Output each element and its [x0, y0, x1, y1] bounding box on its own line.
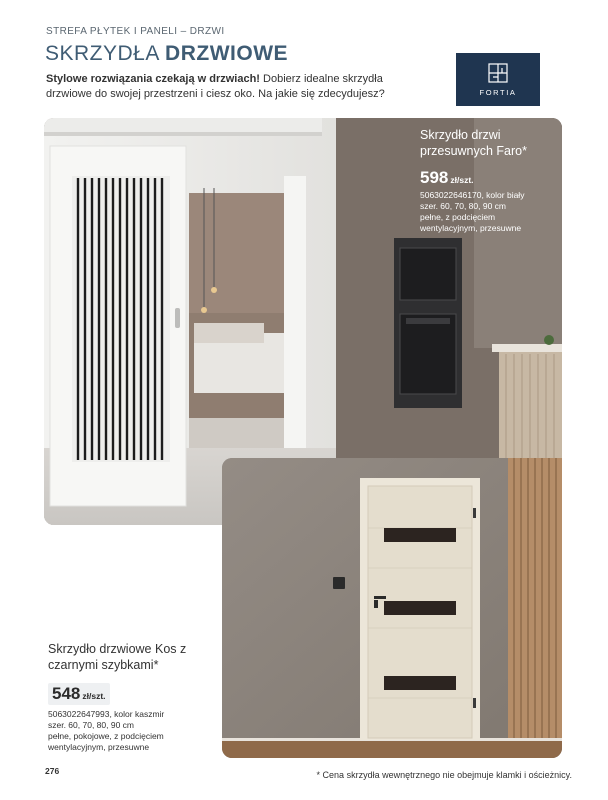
product-code: 5063022647993, kolor kaszmir	[48, 709, 165, 719]
intro-text	[46, 72, 426, 102]
product-spec-2: wentylacyjnym, przesuwne	[48, 742, 150, 752]
product-price	[48, 683, 110, 705]
footnote: * Cena skrzydła wewnętrznego nie obejmuje klamki i ościeżnicy.	[316, 770, 572, 780]
product-spec-1: pełne, pokojowe, z podcięciem	[48, 731, 164, 741]
product-code: 5063022646170, kolor biały	[420, 190, 525, 200]
product-name: Skrzydło drzwiowe Kos z czarnymi szybkami*	[48, 642, 187, 672]
product-sizes: szer. 60, 70, 80, 90 cm	[48, 720, 134, 730]
product-spec-1: pełne, z podcięciem	[420, 212, 496, 222]
product-spec-2: wentylacyjnym, przesuwne	[420, 223, 522, 233]
product-price	[420, 168, 562, 188]
kos-door-illustration	[222, 458, 562, 758]
page-title	[45, 42, 288, 66]
intro-rest: Dobierz idealne skrzydła drzwiowe do swojej przestrzeni i ciesz oko. Na jakie się zdecydujesz?	[46, 73, 385, 100]
logo-brand-text: FORTIA	[479, 87, 517, 97]
product-name: Skrzydło drzwi przesuwnych Faro*	[420, 128, 527, 158]
price-value: 598	[420, 168, 449, 187]
title-light: SKRZYDŁA	[45, 42, 166, 65]
product-card-faro	[420, 127, 562, 234]
intro-bold: Stylowe rozwiązania czekają w drzwiach!	[46, 73, 260, 85]
fortia-mark-icon	[488, 63, 508, 83]
page-number: 276	[45, 766, 60, 776]
photo-kos-door	[222, 458, 562, 758]
title-bold: DRZWIOWE	[165, 42, 289, 65]
product-card-kos	[48, 641, 218, 753]
breadcrumb: STREFA PŁYTEK I PANELI – DRZWI	[46, 26, 225, 37]
product-sizes: szer. 60, 70, 80, 90 cm	[420, 201, 506, 211]
price-value: 548	[52, 684, 81, 703]
brand-logo	[456, 53, 540, 106]
price-unit: zł/szt.	[82, 691, 106, 701]
price-unit: zł/szt.	[450, 175, 474, 185]
